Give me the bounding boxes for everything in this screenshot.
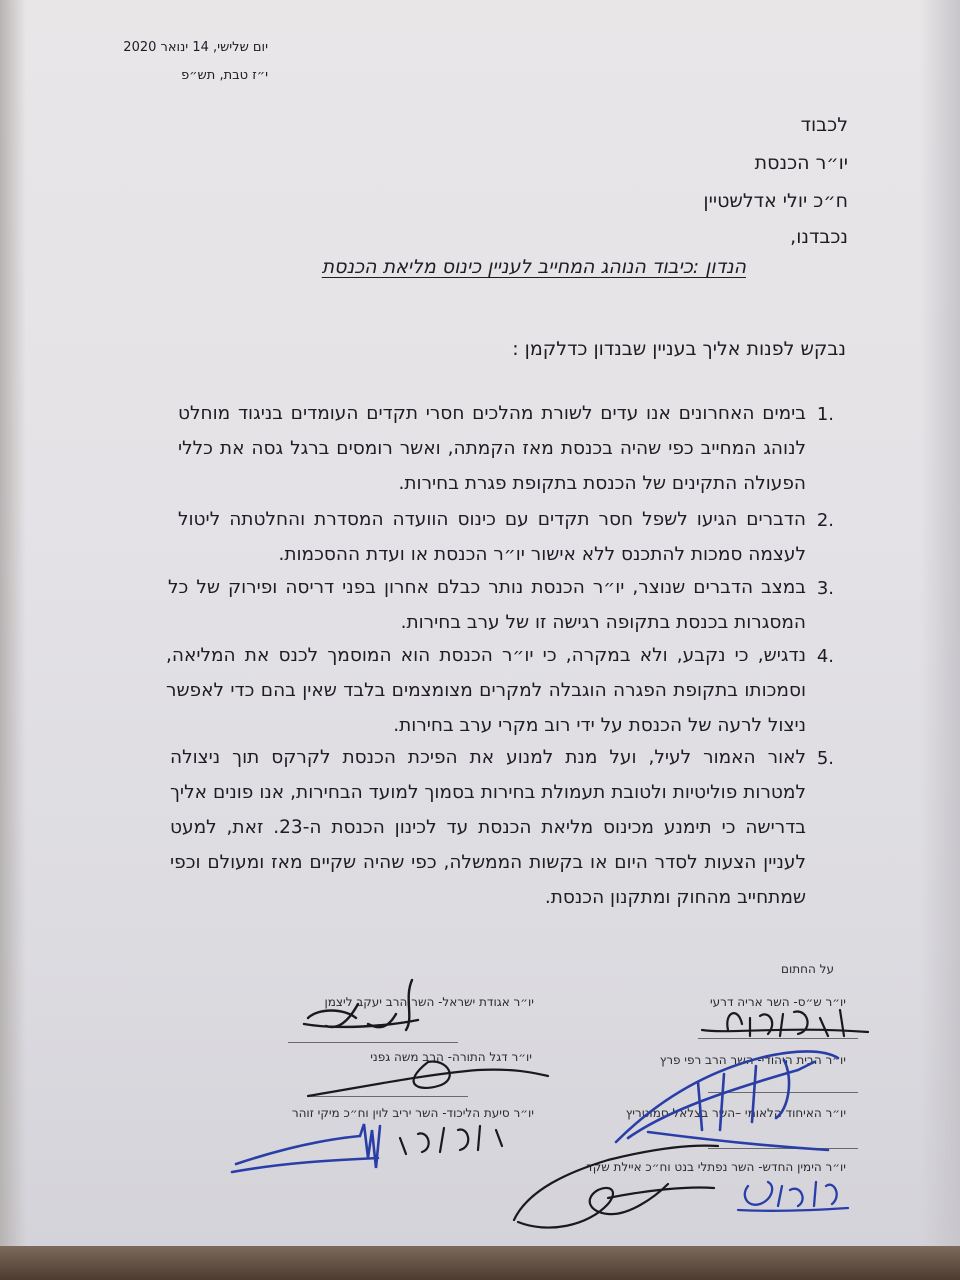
addressee-line-3: ח״כ יולי אדלשטיין: [703, 190, 848, 212]
signatory-ihud-leumi: יו״ר האיחוד הלאומי –השר בצלאל סמוטריץ: [625, 1106, 846, 1120]
signatory-yamina-hadash: יו״ר הימין החדש- השר נפתלי בנט וח״כ איילת שקד: [586, 1160, 846, 1174]
greeting: נכבדנו,: [790, 226, 848, 248]
item-number-4: 4.: [816, 646, 834, 667]
signatures-heading: על החתום: [781, 962, 834, 976]
item-number-1: 1.: [816, 404, 834, 425]
addressee-line-2: יו״ר הכנסת: [754, 152, 848, 174]
subject-line: הנדון :כיבוד הנוהג המחייב לעניין כינוס מליאת הכנסת: [321, 256, 746, 278]
signatory-shas: יו״ר ש״ס- השר אריה דרעי: [709, 995, 846, 1009]
signature-line: [698, 1038, 858, 1039]
signature-deri: [702, 1010, 868, 1036]
signatory-degel-hatorah: יו״ר דגל התורה- הרב משה גפני: [370, 1050, 532, 1064]
item-1-text: בימים האחרונים אנו עדים לשורת מהלכים חסרי תקדים העומדים בניגוד מוחלט לנוהג המחייב כפי שהיה בכנסת מאז הקמתה, ואשר רומסים ברגל גסה את כללי הפעולה התקינים של הכנסת בתקופת פגרת בחירות.: [178, 403, 806, 494]
item-4-text: נדגיש, כי נקבע, ולא במקרה, כי יו״ר הכנסת הוא המוסמך לכנס את המליאה, וסמכותו בתקופת הפגרה הוגבלה למקרים מצומצמים בלבד שאין בהם כדי לאפשר ניצול לרעה של הכנסת על ידי רוב מקרי ערב בחירות.: [166, 645, 806, 736]
signatory-agudat-israel: יו״ר אגודת ישראל- השר הרב יעקב ליצמן: [324, 995, 534, 1009]
signature-line: [308, 1096, 468, 1097]
item-5-text: לאור האמור לעיל, ועל מנת למנוע את הפיכת הכנסת לקרקס תוך ניצולה למטרות פוליטיות ולטובת תעמולת בחירות בסמוך למועד הבחירות, אנו פונים אליך בדרישה כי תימנע מכינוס מליאת הכנסת עד לכינון הכנסת ה-23. זאת, למעט לעניין הצעות לסדר היום או בקשות הממשלה, כפי שהיה שקיים מאז ומעולם וכפי שמתחייב מהחוק ומתקנון הכנסת.: [170, 747, 806, 908]
item-3-text: במצב הדברים שנוצר, יו״ר הכנסת נותר כבלם אחרון בפני דריסה ופירוק של כל המסגרות בכנסת בתקופה רגישה זו של ערב בחירות.: [168, 577, 806, 633]
signature-bennett: [514, 1146, 718, 1228]
floor-strip: [0, 1246, 960, 1280]
hebrew-date: י״ז טבת, תש״פ: [181, 68, 268, 83]
signature-shaked: [738, 1182, 848, 1211]
item-2-text: הדברים הגיעו לשפל חסר תקדים עם כינוס הוועדה המסדרת והחלטתה ליטול לעצמה סמכות להתכנס ללא אישור יו״ר הכנסת או ועדת ההסכמות.: [178, 509, 806, 565]
signature-levin-zohar-text: [400, 1126, 502, 1154]
signatory-habayit-hayehudi: יו״ר הבית היהודי- השר הרב רפי פרץ: [659, 1053, 846, 1067]
item-number-5: 5.: [816, 748, 834, 769]
signature-gafni: [308, 1062, 548, 1096]
signature-line: [708, 1148, 858, 1149]
item-number-3: 3.: [816, 578, 834, 599]
addressee-line-1: לכבוד: [800, 114, 848, 136]
signature-levin-zohar: [232, 1124, 380, 1172]
signature-line: [288, 1042, 458, 1043]
signature-line: [708, 1092, 858, 1093]
intro-line: נבקש לפנות אליך בעניין שבנדון כדלקמן :: [512, 338, 846, 360]
letter-page: [8, 0, 952, 1250]
date-line: יום שלישי, 14 ינואר 2020: [123, 40, 268, 55]
signatory-likud: יו״ר סיעת הליכוד- השר יריב לוין וח״כ מיקי זוהר: [291, 1106, 534, 1120]
item-number-2: 2.: [816, 510, 834, 531]
